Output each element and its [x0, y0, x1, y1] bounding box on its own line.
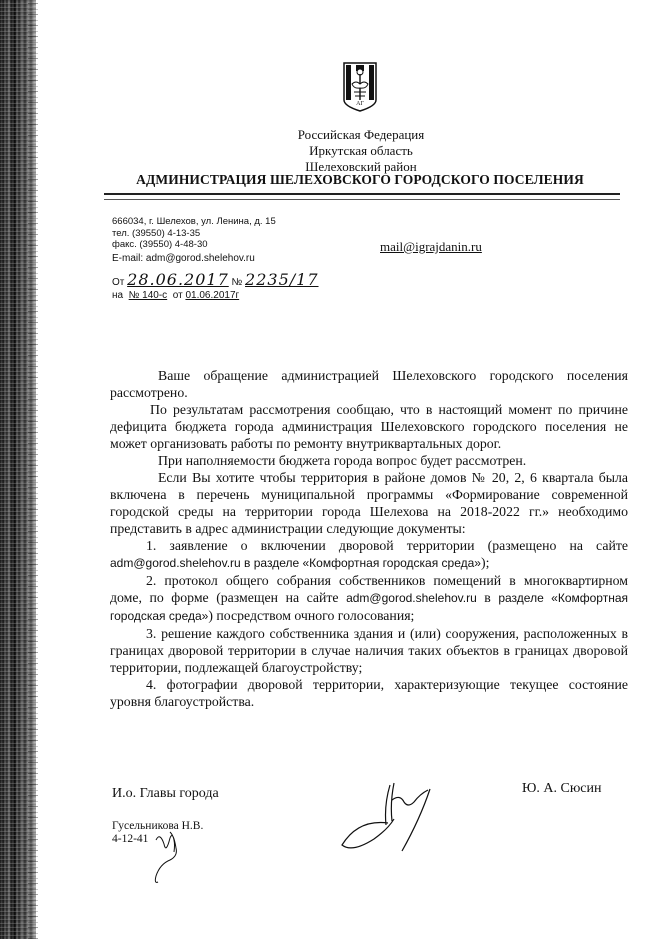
- item-text: );: [480, 555, 490, 570]
- region-line: Иркутская область: [309, 143, 413, 158]
- executor-phone: 4-12-41: [112, 833, 149, 845]
- coat-of-arms-icon: [343, 62, 377, 112]
- section-reference: разделе «Комфортная городская среда»: [110, 591, 628, 623]
- recipient-email-link[interactable]: mail@igrajdanin.ru: [380, 239, 482, 254]
- executor-signature-icon: [148, 828, 188, 888]
- site-reference: adm@gorod.shelehov.ru: [346, 591, 477, 605]
- item-text: 2. протокол общего собрания собственников помещений в многоквартирном доме, по форме (размещен на сайте: [110, 573, 628, 605]
- sender-email: E-mail: adm@gorod.shelehov.ru: [112, 252, 255, 264]
- header-divider: [104, 193, 620, 200]
- number-prefix: №: [231, 277, 243, 288]
- list-item: 3. решение каждого собственника здания и (или) сооружения, расположенных в границах дворовой территории в случае наличия таких объектов в границах дворовой территории, подлежащей благоустройству;: [110, 626, 628, 675]
- item-text: в: [476, 590, 499, 605]
- reference-line: [112, 290, 239, 301]
- reference-number: № 140-с: [128, 290, 168, 301]
- outgoing-registration: [112, 270, 319, 289]
- contact-block: [112, 216, 276, 264]
- item-text: ) посредством очного голосования;: [208, 608, 415, 623]
- list-item: 4. фотографии дворовой территории, характеризующие текущее состояние уровня благоустройства.: [110, 677, 628, 709]
- executor-name: Гусельникова Н.В.: [112, 820, 204, 832]
- signature-icon: [330, 775, 460, 855]
- letterhead: [0, 127, 672, 175]
- district-line: Шелеховский район: [305, 159, 417, 174]
- list-item: [110, 537, 628, 572]
- paragraph: При наполняемости бюджета города вопрос будет рассмотрен.: [158, 453, 527, 468]
- site-reference: adm@gorod.shelehov.ru в разделе «Комфортная городская среда»: [110, 556, 481, 570]
- fax: факс. (39550) 4-48-30: [112, 239, 208, 250]
- svg-text:АГ: АГ: [356, 101, 364, 107]
- date-prefix: От: [112, 277, 125, 288]
- paragraph: Если Вы хотите чтобы территория в районе домов № 20, 2, 6 квартала была включена в перечень муниципальной программы «Формирование современной городской среды на территории города Шелехова на 2018-2022 гг.» необходимо представить в адрес администрации следующие документы:: [110, 470, 628, 536]
- reference-date-prefix: от: [172, 290, 183, 301]
- item-text: 1. заявление о включении дворовой территории (размещено на сайте: [146, 538, 628, 553]
- list-item: [110, 572, 628, 625]
- signatory-title: И.о. Главы города: [112, 786, 219, 801]
- outgoing-date: 28.06.2017: [127, 270, 229, 289]
- reference-prefix: на: [112, 290, 124, 301]
- organization-title: АДМИНИСТРАЦИЯ ШЕЛЕХОВСКОГО ГОРОДСКОГО ПОСЕЛЕНИЯ: [136, 172, 584, 187]
- phone: тел. (39550) 4-13-35: [112, 227, 201, 239]
- outgoing-number: 2235/17: [245, 270, 319, 289]
- signatory-name: Ю. А. Сюсин: [522, 781, 602, 796]
- paragraph: По результатам рассмотрения сообщаю, что в настоящий момент по причине дефицита бюджета города администрация Шелеховского городского поселения не может организовать работы по ремонту внутриквартальных дорог.: [110, 402, 628, 451]
- address: 666034, г. Шелехов, ул. Ленина, д. 15: [112, 216, 276, 227]
- reference-date: 01.06.2017г: [185, 290, 240, 301]
- country-line: Российская Федерация: [297, 127, 425, 142]
- paragraph: Ваше обращение администрацией Шелеховского городского поселения рассмотрено.: [110, 368, 628, 400]
- letter-body: [110, 367, 628, 710]
